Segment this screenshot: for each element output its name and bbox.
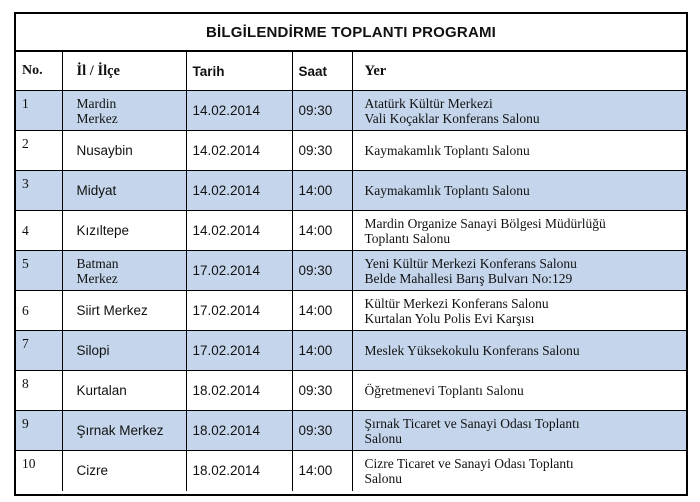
cell-no: 10 bbox=[16, 451, 62, 491]
cell-yer bbox=[352, 291, 686, 331]
yer-line: Belde Mahallesi Barış Bulvarı No:129 bbox=[364, 270, 573, 286]
il-ilce-line: Siirt Merkez bbox=[76, 303, 148, 318]
cell-tarih: 18.02.2014 bbox=[186, 451, 292, 491]
cell-no: 2 bbox=[16, 131, 62, 171]
cell-tarih: 18.02.2014 bbox=[186, 411, 292, 451]
il-ilce-line: Cizre bbox=[76, 463, 109, 479]
il-ilce-line: Şırnak Merkez bbox=[76, 423, 164, 438]
cell-il-ilce bbox=[62, 411, 186, 451]
cell-tarih: 17.02.2014 bbox=[186, 251, 292, 291]
cell-yer bbox=[352, 331, 686, 371]
cell-il-ilce bbox=[62, 131, 186, 171]
yer-line: Kültür Merkezi Konferans Salonu bbox=[364, 295, 549, 311]
cell-yer bbox=[352, 371, 686, 411]
cell-il-ilce bbox=[62, 291, 186, 331]
header-yer: Yer bbox=[352, 52, 686, 91]
yer-line: Salonu bbox=[364, 470, 403, 486]
cell-il-ilce bbox=[62, 451, 186, 491]
document-title: BİLGİLENDİRME TOPLANTI PROGRAMI bbox=[16, 14, 686, 51]
cell-tarih: 18.02.2014 bbox=[186, 371, 292, 411]
yer-line: Vali Koçaklar Konferans Salonu bbox=[364, 110, 540, 126]
cell-il-ilce bbox=[62, 331, 186, 371]
table-row bbox=[16, 211, 686, 251]
cell-tarih: 14.02.2014 bbox=[186, 211, 292, 251]
cell-no: 6 bbox=[16, 291, 62, 331]
cell-no: 7 bbox=[16, 331, 62, 371]
cell-no: 1 bbox=[16, 91, 62, 131]
yer-line: Mardin Organize Sanayi Bölgesi Müdürlüğü bbox=[364, 215, 606, 231]
cell-saat: 14:00 bbox=[292, 211, 352, 251]
cell-tarih: 17.02.2014 bbox=[186, 291, 292, 331]
cell-saat: 14:00 bbox=[292, 171, 352, 211]
cell-no: 3 bbox=[16, 171, 62, 211]
yer-line: Şırnak Ticaret ve Sanayi Odası Toplantı bbox=[364, 415, 580, 431]
yer-line: Öğretmenevi Toplantı Salonu bbox=[364, 383, 524, 398]
yer-line: Toplantı Salonu bbox=[364, 230, 451, 246]
cell-il-ilce bbox=[62, 251, 186, 291]
cell-tarih: 14.02.2014 bbox=[186, 131, 292, 171]
header-il-ilce: İl / İlçe bbox=[62, 52, 186, 91]
cell-yer bbox=[352, 131, 686, 171]
yer-line: Salonu bbox=[364, 430, 403, 446]
cell-yer bbox=[352, 91, 686, 131]
yer-line: Atatürk Kültür Merkezi bbox=[364, 95, 493, 111]
cell-tarih: 14.02.2014 bbox=[186, 171, 292, 211]
table-row bbox=[16, 451, 686, 491]
yer-line: Cizre Ticaret ve Sanayi Odası Toplantı bbox=[364, 455, 574, 471]
schedule-table bbox=[16, 51, 686, 491]
cell-il-ilce bbox=[62, 371, 186, 411]
table-row bbox=[16, 331, 686, 371]
table-row bbox=[16, 371, 686, 411]
table-row bbox=[16, 251, 686, 291]
header-no: No. bbox=[16, 52, 62, 91]
cell-il-ilce bbox=[62, 91, 186, 131]
cell-tarih: 17.02.2014 bbox=[186, 331, 292, 371]
il-ilce-line: Batman bbox=[76, 255, 119, 271]
yer-line: Yeni Kültür Merkezi Konferans Salonu bbox=[364, 255, 577, 271]
il-ilce-line: Midyat bbox=[76, 183, 117, 198]
cell-saat: 09:30 bbox=[292, 91, 352, 131]
il-ilce-line: Merkez bbox=[76, 110, 118, 126]
cell-saat: 09:30 bbox=[292, 371, 352, 411]
table-row bbox=[16, 131, 686, 171]
cell-no: 4 bbox=[16, 211, 62, 251]
cell-saat: 14:00 bbox=[292, 291, 352, 331]
cell-saat: 09:30 bbox=[292, 411, 352, 451]
schedule-document bbox=[14, 12, 688, 496]
cell-saat: 09:30 bbox=[292, 131, 352, 171]
cell-no: 9 bbox=[16, 411, 62, 451]
cell-yer bbox=[352, 411, 686, 451]
table-row bbox=[16, 171, 686, 211]
cell-yer bbox=[352, 251, 686, 291]
il-ilce-line: Kurtalan bbox=[76, 383, 127, 398]
header-saat: Saat bbox=[292, 52, 352, 91]
yer-line: Kaymakamlık Toplantı Salonu bbox=[364, 143, 530, 158]
header-tarih: Tarih bbox=[186, 52, 292, 91]
cell-il-ilce bbox=[62, 171, 186, 211]
table-row bbox=[16, 91, 686, 131]
il-ilce-line: Nusaybin bbox=[76, 143, 133, 158]
cell-saat: 14:00 bbox=[292, 331, 352, 371]
cell-no: 8 bbox=[16, 371, 62, 411]
yer-line: Kurtalan Yolu Polis Evi Karşısı bbox=[364, 310, 535, 326]
il-ilce-line: Kızıltepe bbox=[76, 223, 130, 238]
table-header-row bbox=[16, 52, 686, 91]
table-body bbox=[16, 91, 686, 491]
cell-no: 5 bbox=[16, 251, 62, 291]
cell-saat: 09:30 bbox=[292, 251, 352, 291]
cell-yer bbox=[352, 451, 686, 491]
cell-yer bbox=[352, 171, 686, 211]
table-row bbox=[16, 411, 686, 451]
il-ilce-line: Mardin bbox=[76, 95, 117, 111]
table-row bbox=[16, 291, 686, 331]
il-ilce-line: Silopi bbox=[76, 343, 110, 358]
cell-saat: 14:00 bbox=[292, 451, 352, 491]
il-ilce-line: Merkez bbox=[76, 270, 118, 286]
yer-line: Kaymakamlık Toplantı Salonu bbox=[364, 183, 530, 198]
cell-il-ilce bbox=[62, 211, 186, 251]
cell-yer bbox=[352, 211, 686, 251]
yer-line: Meslek Yüksekokulu Konferans Salonu bbox=[364, 343, 580, 358]
cell-tarih: 14.02.2014 bbox=[186, 91, 292, 131]
